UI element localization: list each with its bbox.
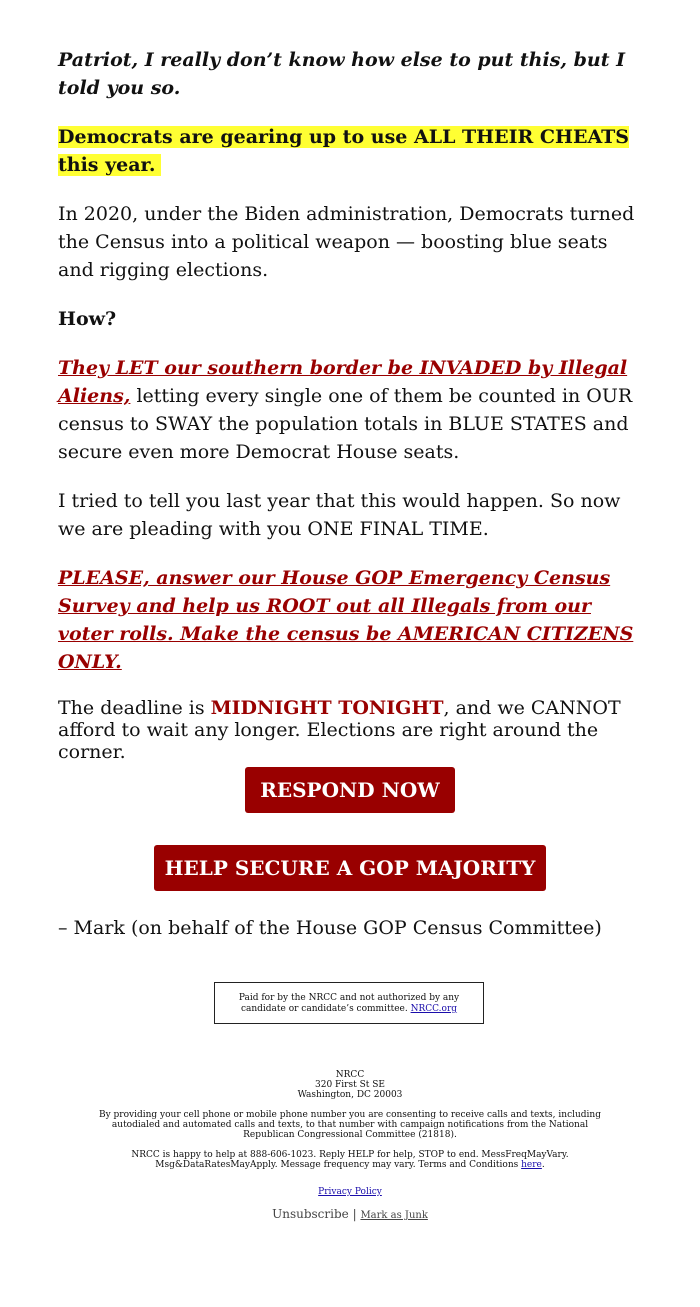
deadline-emphasis: MIDNIGHT TONIGHT xyxy=(210,697,444,719)
help-text-block xyxy=(95,1150,605,1170)
signature: – Mark (on behalf of the House GOP Census Committee) xyxy=(58,917,602,939)
nrcc-link[interactable]: NRCC.org xyxy=(410,1004,458,1014)
paragraph-census: In 2020, under the Biden administration, Democrats turned the Census into a political weapon — boosting blue seats and rigging elections. xyxy=(58,203,635,281)
highlight-text xyxy=(58,123,648,179)
mark-as-junk-link[interactable]: Mark as Junk xyxy=(360,1210,428,1221)
unsubscribe-row xyxy=(0,1207,700,1221)
respond-now-button[interactable]: RESPOND NOW xyxy=(245,767,455,813)
paragraph-survey xyxy=(58,564,648,676)
terms-link[interactable]: here xyxy=(521,1160,542,1170)
help-text: NRCC is happy to help at 888-606-1023. Reply HELP for help, STOP to end. MessFreqMayVary. Msg&DataRatesMayApply. Message frequency may vary. Terms and Conditions xyxy=(131,1150,569,1170)
paid-for-box xyxy=(214,982,484,1024)
border-link[interactable]: They LET our southern border be INVADED by Illegal Aliens, xyxy=(58,357,628,407)
survey-link[interactable]: PLEASE, answer our House GOP Emergency Census Survey and help us ROOT out all Illegals from our voter rolls. Make the census be AMERICAN CITIZENS ONLY. xyxy=(58,567,634,673)
separator: | xyxy=(348,1207,361,1221)
street-address: 320 First St SE xyxy=(315,1080,385,1090)
secure-majority-button[interactable]: HELP SECURE A GOP MAJORITY xyxy=(154,845,546,891)
deadline-post: , and we CANNOT afford to wait any longer. Elections are right around the corner. xyxy=(58,697,621,763)
deadline-pre: The deadline is xyxy=(58,697,211,719)
org-name: NRCC xyxy=(335,1070,365,1080)
address-block xyxy=(95,1070,605,1100)
paragraph-pleading: I tried to tell you last year that this would happen. So now we are pleading with you ONE FINAL TIME. xyxy=(58,490,621,540)
deadline-text xyxy=(58,697,648,763)
paragraph-border xyxy=(58,354,648,466)
city-address: Washington, DC 20003 xyxy=(297,1090,403,1100)
consent-text: By providing your cell phone or mobile phone number you are consenting to receive calls and texts, including autodialed and automated calls and texts, to that number with campaign notifications from the National Republican Congressional Committee (21818). xyxy=(98,1110,601,1140)
intro-text: Patriot, I really don’t know how else to put this, but I told you so. xyxy=(58,49,626,99)
privacy-policy-link[interactable]: Privacy Policy xyxy=(318,1187,382,1197)
email-content xyxy=(58,46,648,784)
unsubscribe-link[interactable]: Unsubscribe xyxy=(272,1207,349,1221)
paid-for-text: Paid for by the NRCC and not authorized by any candidate or candidate’s committee. xyxy=(238,993,460,1014)
highlight-span: Democrats are gearing up to use ALL THEIR CHEATS this year. xyxy=(58,126,630,176)
help-end: . xyxy=(541,1160,545,1170)
paragraph-border-rest: letting every single one of them be counted in OUR census to SWAY the population totals in BLUE STATES and secure even more Democrat House seats. xyxy=(58,385,633,463)
how-heading: How? xyxy=(58,308,117,330)
privacy-block xyxy=(95,1187,605,1197)
